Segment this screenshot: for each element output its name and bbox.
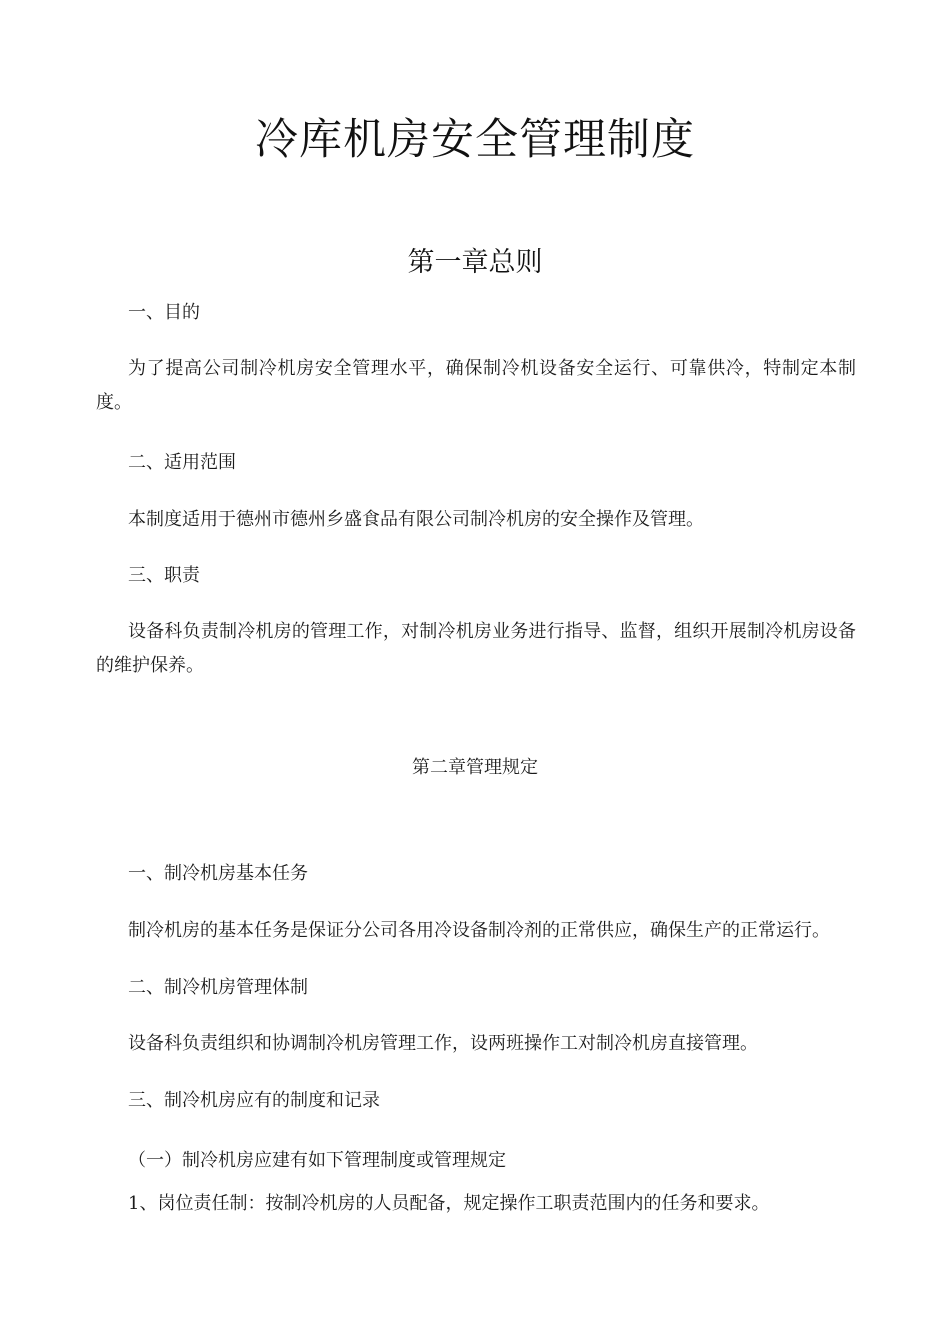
ch2-section-2-heading: 二、制冷机房管理体制 bbox=[128, 977, 308, 998]
document-title: 冷库机房安全管理制度 bbox=[255, 115, 695, 165]
ch2-section-3-heading: 三、制冷机房应有的制度和记录 bbox=[128, 1090, 380, 1111]
section-2-body: 本制度适用于德州市德州乡盛食品有限公司制冷机房的安全操作及管理。 bbox=[128, 509, 704, 530]
chapter-1-heading: 第一章总则 bbox=[407, 247, 543, 278]
section-3-body: 设备科负责制冷机房的管理工作，对制冷机房业务进行指导、监督，组织开展制冷机房设备的维护保养。 bbox=[96, 621, 856, 676]
section-1-body: 为了提高公司制冷机房安全管理水平，确保制冷机设备安全运行、可靠供冷，特制定本制度。 bbox=[96, 358, 856, 413]
section-1-heading: 一、目的 bbox=[128, 302, 200, 323]
ch2-section-1-body: 制冷机房的基本任务是保证分公司各用冷设备制冷剂的正常供应，确保生产的正常运行。 bbox=[128, 920, 830, 941]
ch2-section-2-body: 设备科负责组织和协调制冷机房管理工作，设两班操作工对制冷机房直接管理。 bbox=[128, 1033, 758, 1054]
ch2-subsection-1-heading: （一）制冷机房应建有如下管理制度或管理规定 bbox=[128, 1150, 506, 1171]
section-2-heading: 二、适用范围 bbox=[128, 452, 236, 473]
section-3-heading: 三、职责 bbox=[128, 565, 200, 586]
ch2-section-1-heading: 一、制冷机房基本任务 bbox=[128, 863, 308, 884]
ch2-list-item-1: 1、岗位责任制：按制冷机房的人员配备，规定操作工职责范围内的任务和要求。 bbox=[128, 1193, 770, 1214]
chapter-2-heading: 第二章管理规定 bbox=[412, 757, 538, 778]
